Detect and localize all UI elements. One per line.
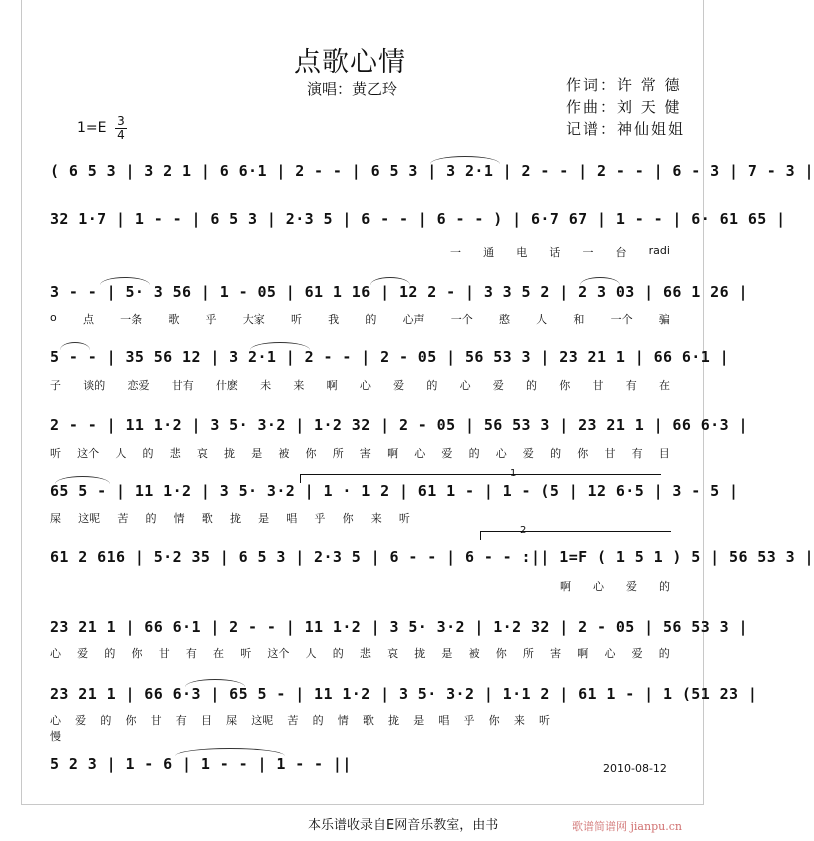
lyric-word: 骗: [658, 313, 670, 326]
lyric-word: 听: [50, 447, 61, 460]
lyric-word: 一个: [450, 313, 473, 326]
lyric-word: 的: [426, 379, 438, 392]
composer: 作曲：刘 天 健: [566, 98, 682, 116]
lyric-word: 乎: [205, 313, 217, 326]
lyric-word: 啊: [326, 379, 338, 392]
lyric-word: 听: [398, 512, 410, 525]
lyric-word: radi: [648, 244, 670, 257]
lyric-word: 通: [483, 246, 495, 259]
lyric-word: 人: [536, 313, 548, 326]
lyrics-line-3: [50, 311, 670, 327]
lyric-word: 点: [82, 313, 94, 326]
lyric-word: 害: [359, 447, 371, 460]
volta-1-label: 1: [510, 468, 517, 479]
time-signature: [115, 115, 127, 141]
lyric-word: 你: [305, 447, 317, 460]
lyric-word: 谈的: [83, 379, 106, 392]
lyric-word: 有: [631, 447, 643, 460]
lyric-word: 来: [293, 379, 305, 392]
lyric-word: 你: [495, 647, 507, 660]
lyric-word: 心: [604, 647, 616, 660]
lyric-word: 来: [513, 714, 525, 727]
lyricist: 作词：许 常 德: [566, 76, 682, 94]
lyric-word: 所: [522, 647, 534, 660]
notation-line-3: 3 - - | 5· 3 56 | 1 - 05 | 61 1 16 | 12 2 - | 3 3 5 2 | 2 3 03 | 66 1 26 |: [50, 283, 748, 301]
lyric-word: 的: [145, 512, 157, 525]
lyric-word: 听: [538, 714, 550, 727]
notation-line-8: 23 21 1 | 66 6·1 | 2 - - | 11 1·2 | 3 5· 3·2 | 1·2 32 | 2 - 05 | 56 53 3 |: [50, 618, 748, 636]
lyric-word: 情: [337, 714, 349, 727]
lyric-word: 你: [342, 512, 354, 525]
lyrics-line-9: [50, 712, 550, 728]
lyric-word: 甘: [592, 379, 604, 392]
lyric-word: 甘: [604, 447, 616, 460]
transcriber: 记谱：神仙姐姐: [566, 120, 686, 138]
lyric-word: 有: [625, 379, 637, 392]
lyric-word: 的: [550, 447, 562, 460]
lyric-word: 苦: [117, 512, 129, 525]
lyric-word: 拢: [414, 647, 426, 660]
lyric-word: 啊: [560, 580, 571, 593]
lyric-word: 一: [450, 246, 461, 259]
lyric-word: 乎: [314, 512, 326, 525]
lyric-word: 唱: [286, 512, 298, 525]
lyric-word: 你: [131, 647, 143, 660]
lyric-word: 你: [559, 379, 571, 392]
lyrics-line-4: [50, 377, 670, 393]
lyrics-line-2: [450, 244, 670, 260]
lyric-word: 子: [50, 379, 61, 392]
lyric-word: 心: [50, 714, 61, 727]
lyric-word: 心: [414, 447, 426, 460]
lyric-word: 心: [459, 379, 471, 392]
lyric-word: 屎: [50, 512, 61, 525]
key-signature: 1=E: [77, 120, 107, 136]
lyric-word: 未: [260, 379, 272, 392]
lyric-word: 爱: [522, 447, 534, 460]
notation-line-10: 5 2 3 | 1 - 6 | 1 - - | 1 - - ||: [50, 755, 352, 773]
lyric-word: 爱: [626, 580, 637, 593]
lyric-word: 爱: [631, 647, 643, 660]
lyric-word: 这呢: [78, 512, 101, 525]
lyric-word: 在: [213, 647, 225, 660]
lyric-word: 你: [577, 447, 589, 460]
time-bottom: 4: [117, 128, 125, 142]
lyric-word: 憨: [498, 313, 510, 326]
lyric-word: 目: [658, 447, 670, 460]
lyric-word: 目: [200, 714, 212, 727]
lyric-word: 歌: [168, 313, 180, 326]
lyric-word: 歌: [362, 714, 374, 727]
lyric-word: 的: [142, 447, 154, 460]
notation-line-6: 65 5 - | 11 1·2 | 3 5· 3·2 | 1 · 1 2 | 61 1 - | 1 - (5 | 12 6·5 | 3 - 5 |: [50, 482, 739, 500]
lyric-word: 歌: [201, 512, 213, 525]
lyric-word: 心: [593, 580, 604, 593]
lyric-word: 哀: [196, 447, 208, 460]
lyric-word: 的: [365, 313, 377, 326]
lyric-word: 悲: [169, 447, 181, 460]
lyric-word: 哀: [387, 647, 399, 660]
footer-source: 本乐谱收录自E网音乐教室，由书: [308, 818, 499, 833]
notation-line-4: 5 - - | 35 56 12 | 3 2·1 | 2 - - | 2 - 05 | 56 53 3 | 23 21 1 | 66 6·1 |: [50, 348, 730, 366]
lyric-word: 苦: [287, 714, 299, 727]
lyric-word: 来: [370, 512, 382, 525]
lyric-word: 被: [468, 647, 480, 660]
lyric-word: 你: [125, 714, 137, 727]
lyric-word: 电: [516, 246, 528, 259]
lyric-word: 一: [582, 246, 594, 259]
notation-line-2: 32 1·7 | 1 - - | 6 5 3 | 2·3 5 | 6 - - | 6 - - ) | 6·7 67 | 1 - - | 6· 61 65 |: [50, 210, 786, 228]
lyric-word: 心: [50, 647, 61, 660]
lyric-word: 乎: [463, 714, 475, 727]
lyric-word: 台: [615, 246, 627, 259]
lyric-word: 在: [658, 379, 670, 392]
lyric-word: 什麽: [215, 379, 238, 392]
lyric-word: 心: [359, 379, 371, 392]
lyric-word: 大家: [242, 313, 265, 326]
volta-bracket-2: [480, 531, 671, 540]
lyric-word: 屎: [226, 714, 238, 727]
lyric-word: 的: [332, 647, 344, 660]
lyric-word: 被: [278, 447, 290, 460]
date: 2010-08-12: [603, 762, 667, 775]
lyric-word: 爱: [77, 647, 89, 660]
lyric-word: 是: [251, 447, 263, 460]
lyric-word: 啊: [577, 647, 589, 660]
lyric-word: 和: [573, 313, 585, 326]
notation-line-1: ( 6 5 3 | 3 2 1 | 6 6·1 | 2 - - | 6 5 3 | 3 2·1 | 2 - - | 2 - - | 6 - 3 | 7 - 3 |: [50, 162, 814, 180]
lyric-word: 的: [312, 714, 324, 727]
lyric-word: 听: [240, 647, 252, 660]
lyric-word: 心: [495, 447, 507, 460]
lyric-word: 啊: [387, 447, 399, 460]
lyric-word: 的: [104, 647, 116, 660]
lyric-word: 拢: [229, 512, 241, 525]
lyric-word: 是: [258, 512, 270, 525]
lyric-word: 我: [328, 313, 340, 326]
singer: 演唱：黄乙玲: [307, 80, 398, 98]
credits: [566, 74, 685, 140]
lyric-word: 爱: [393, 379, 405, 392]
lyric-word: 拢: [388, 714, 400, 727]
lyric-word: 你: [488, 714, 500, 727]
site-watermark: 歌谱简谱网 jianpu.cn: [572, 820, 682, 833]
lyric-word: 是: [413, 714, 425, 727]
lyric-word: 所: [332, 447, 344, 460]
lyric-word: 是: [441, 647, 453, 660]
lyrics-line-8: [50, 645, 670, 661]
song-title: 点歌心情: [294, 47, 406, 78]
tempo-mark: 慢: [50, 730, 61, 743]
lyric-word: 人: [305, 647, 317, 660]
lyric-word: 听: [290, 313, 302, 326]
lyric-word: 这个: [77, 447, 100, 460]
lyric-word: 爱: [75, 714, 87, 727]
lyric-word: 有: [185, 647, 197, 660]
lyric-word: 的: [468, 447, 480, 460]
lyric-word: 害: [550, 647, 562, 660]
lyric-word: 甘: [150, 714, 162, 727]
lyric-word: 悲: [359, 647, 371, 660]
volta-2-label: 2: [520, 525, 527, 536]
lyric-word: 甘: [158, 647, 170, 660]
lyric-word: 甘有: [171, 379, 194, 392]
lyric-word: 恋爱: [127, 379, 150, 392]
lyric-word: 的: [658, 647, 670, 660]
lyric-word: 人: [115, 447, 127, 460]
lyric-word: 的: [526, 379, 538, 392]
lyrics-line-5: [50, 445, 670, 461]
lyric-word: 这个: [267, 647, 290, 660]
lyrics-line-7: [560, 578, 670, 594]
notation-line-5: 2 - - | 11 1·2 | 3 5· 3·2 | 1·2 32 | 2 - 05 | 56 53 3 | 23 21 1 | 66 6·3 |: [50, 416, 748, 434]
lyric-word: 一条: [120, 313, 143, 326]
lyric-word: 爱: [441, 447, 453, 460]
notation-line-9: 23 21 1 | 66 6·3 | 65 5 - | 11 1·2 | 3 5· 3·2 | 1·1 2 | 61 1 - | 1 (51 23 |: [50, 685, 758, 703]
lyric-word: 唱: [438, 714, 450, 727]
lyric-word: 的: [100, 714, 112, 727]
lyric-word: 话: [549, 246, 561, 259]
lyric-word: 心声: [402, 313, 425, 326]
lyric-word: 有: [175, 714, 187, 727]
lyric-word: 一个: [610, 313, 633, 326]
time-top: 3: [115, 115, 127, 129]
lyric-word: o: [50, 311, 57, 324]
volta-bracket-1: [300, 474, 661, 483]
notation-line-7: 61 2 616 | 5·2 35 | 6 5 3 | 2·3 5 | 6 - - | 6 - - :|| 1=F ( 1 5 1 ) 5 | 56 53 3 |: [50, 548, 814, 566]
lyrics-line-6: [50, 510, 410, 526]
lyric-word: 这呢: [251, 714, 274, 727]
lyric-word: 的: [659, 580, 670, 593]
lyric-word: 情: [173, 512, 185, 525]
lyric-word: 拢: [224, 447, 236, 460]
lyric-word: 爱: [492, 379, 504, 392]
